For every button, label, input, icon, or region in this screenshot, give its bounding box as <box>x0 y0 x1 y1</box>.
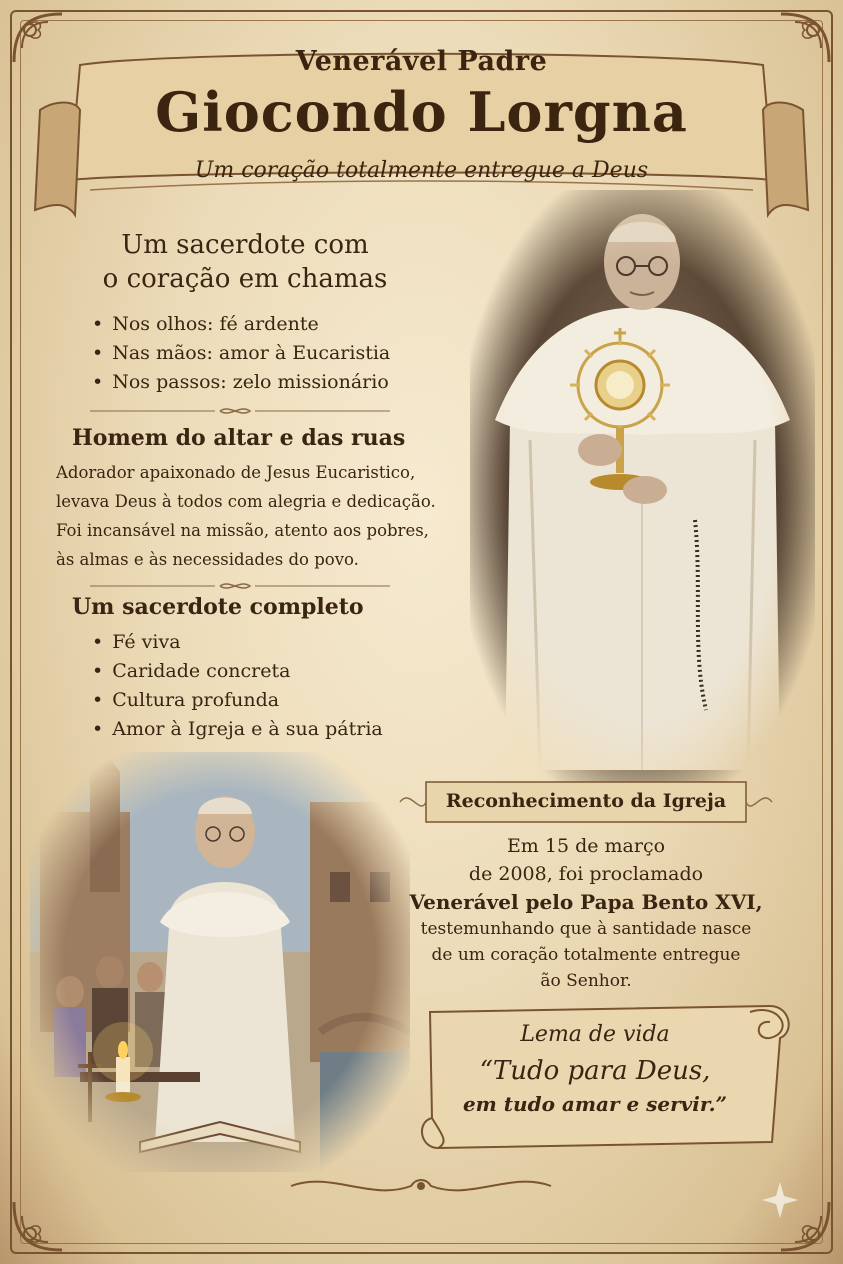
section3-bullet-list <box>92 628 383 744</box>
list-item: • Amor à Igreja e à sua pátria <box>92 715 383 744</box>
divider <box>90 403 390 417</box>
recognition-line: Venerável pelo Papa Bento XVI, <box>409 890 763 914</box>
recognition-line: ão Senhor. <box>540 971 632 991</box>
title-small: Venerável Padre <box>295 46 548 77</box>
motto-scroll <box>410 992 800 1152</box>
recognition-text <box>396 832 776 994</box>
list-item: • Nos olhos: fé ardente <box>92 310 390 339</box>
paragraph-line: às almas e às necessidades do povo. <box>56 550 359 569</box>
page-title: Giocondo Lorgna <box>155 80 688 144</box>
recognition-line: de um coração totalmente entregue <box>431 945 741 965</box>
portrait-photo <box>470 190 815 790</box>
subtitle: Um coração totalmente entregue a Deus <box>194 158 649 183</box>
list-item: • Caridade concreta <box>92 657 383 686</box>
recognition-title: Reconhecimento da Igreja <box>445 790 727 812</box>
paragraph-line: Foi incansável na missão, atento aos pobres, <box>56 521 429 540</box>
corner-ornament-icon <box>8 1196 68 1256</box>
section1-bullet-list <box>92 310 390 397</box>
list-item: • Nos passos: zelo missionário <box>92 368 390 397</box>
paragraph-line: levava Deus à todos com alegria e dedicação. <box>56 492 436 511</box>
divider <box>90 578 390 592</box>
motto-quote-line2: em tudo amar e servir.” <box>462 1092 728 1116</box>
recognition-banner <box>396 778 776 826</box>
motto-quote-line1: “Tudo para Deus, <box>479 1056 711 1086</box>
section1-title-line1: Um sacerdote com <box>121 230 369 260</box>
sparkle-icon <box>760 1180 800 1220</box>
motto-label: Lema de vida <box>520 1022 670 1047</box>
section1-title-line2: o coração em chamas <box>102 264 388 294</box>
section3-title: Um sacerdote completo <box>72 594 364 620</box>
section1-title <box>60 228 430 296</box>
recognition-line: de 2008, foi proclamado <box>468 863 704 885</box>
section2-paragraph <box>56 458 476 574</box>
bottom-ornament-icon <box>271 1166 571 1206</box>
street-painting <box>30 752 410 1172</box>
title-banner <box>30 30 813 220</box>
list-item: • Nas mãos: amor à Eucaristia <box>92 339 390 368</box>
list-item: • Cultura profunda <box>92 686 383 715</box>
list-item: • Fé viva <box>92 628 383 657</box>
recognition-line: testemunhando que à santidade nasce <box>420 919 752 939</box>
section2-title: Homem do altar e das ruas <box>72 425 406 451</box>
paragraph-line: Adorador apaixonado de Jesus Eucaristico, <box>56 463 416 482</box>
recognition-line: Em 15 de março <box>506 835 666 857</box>
